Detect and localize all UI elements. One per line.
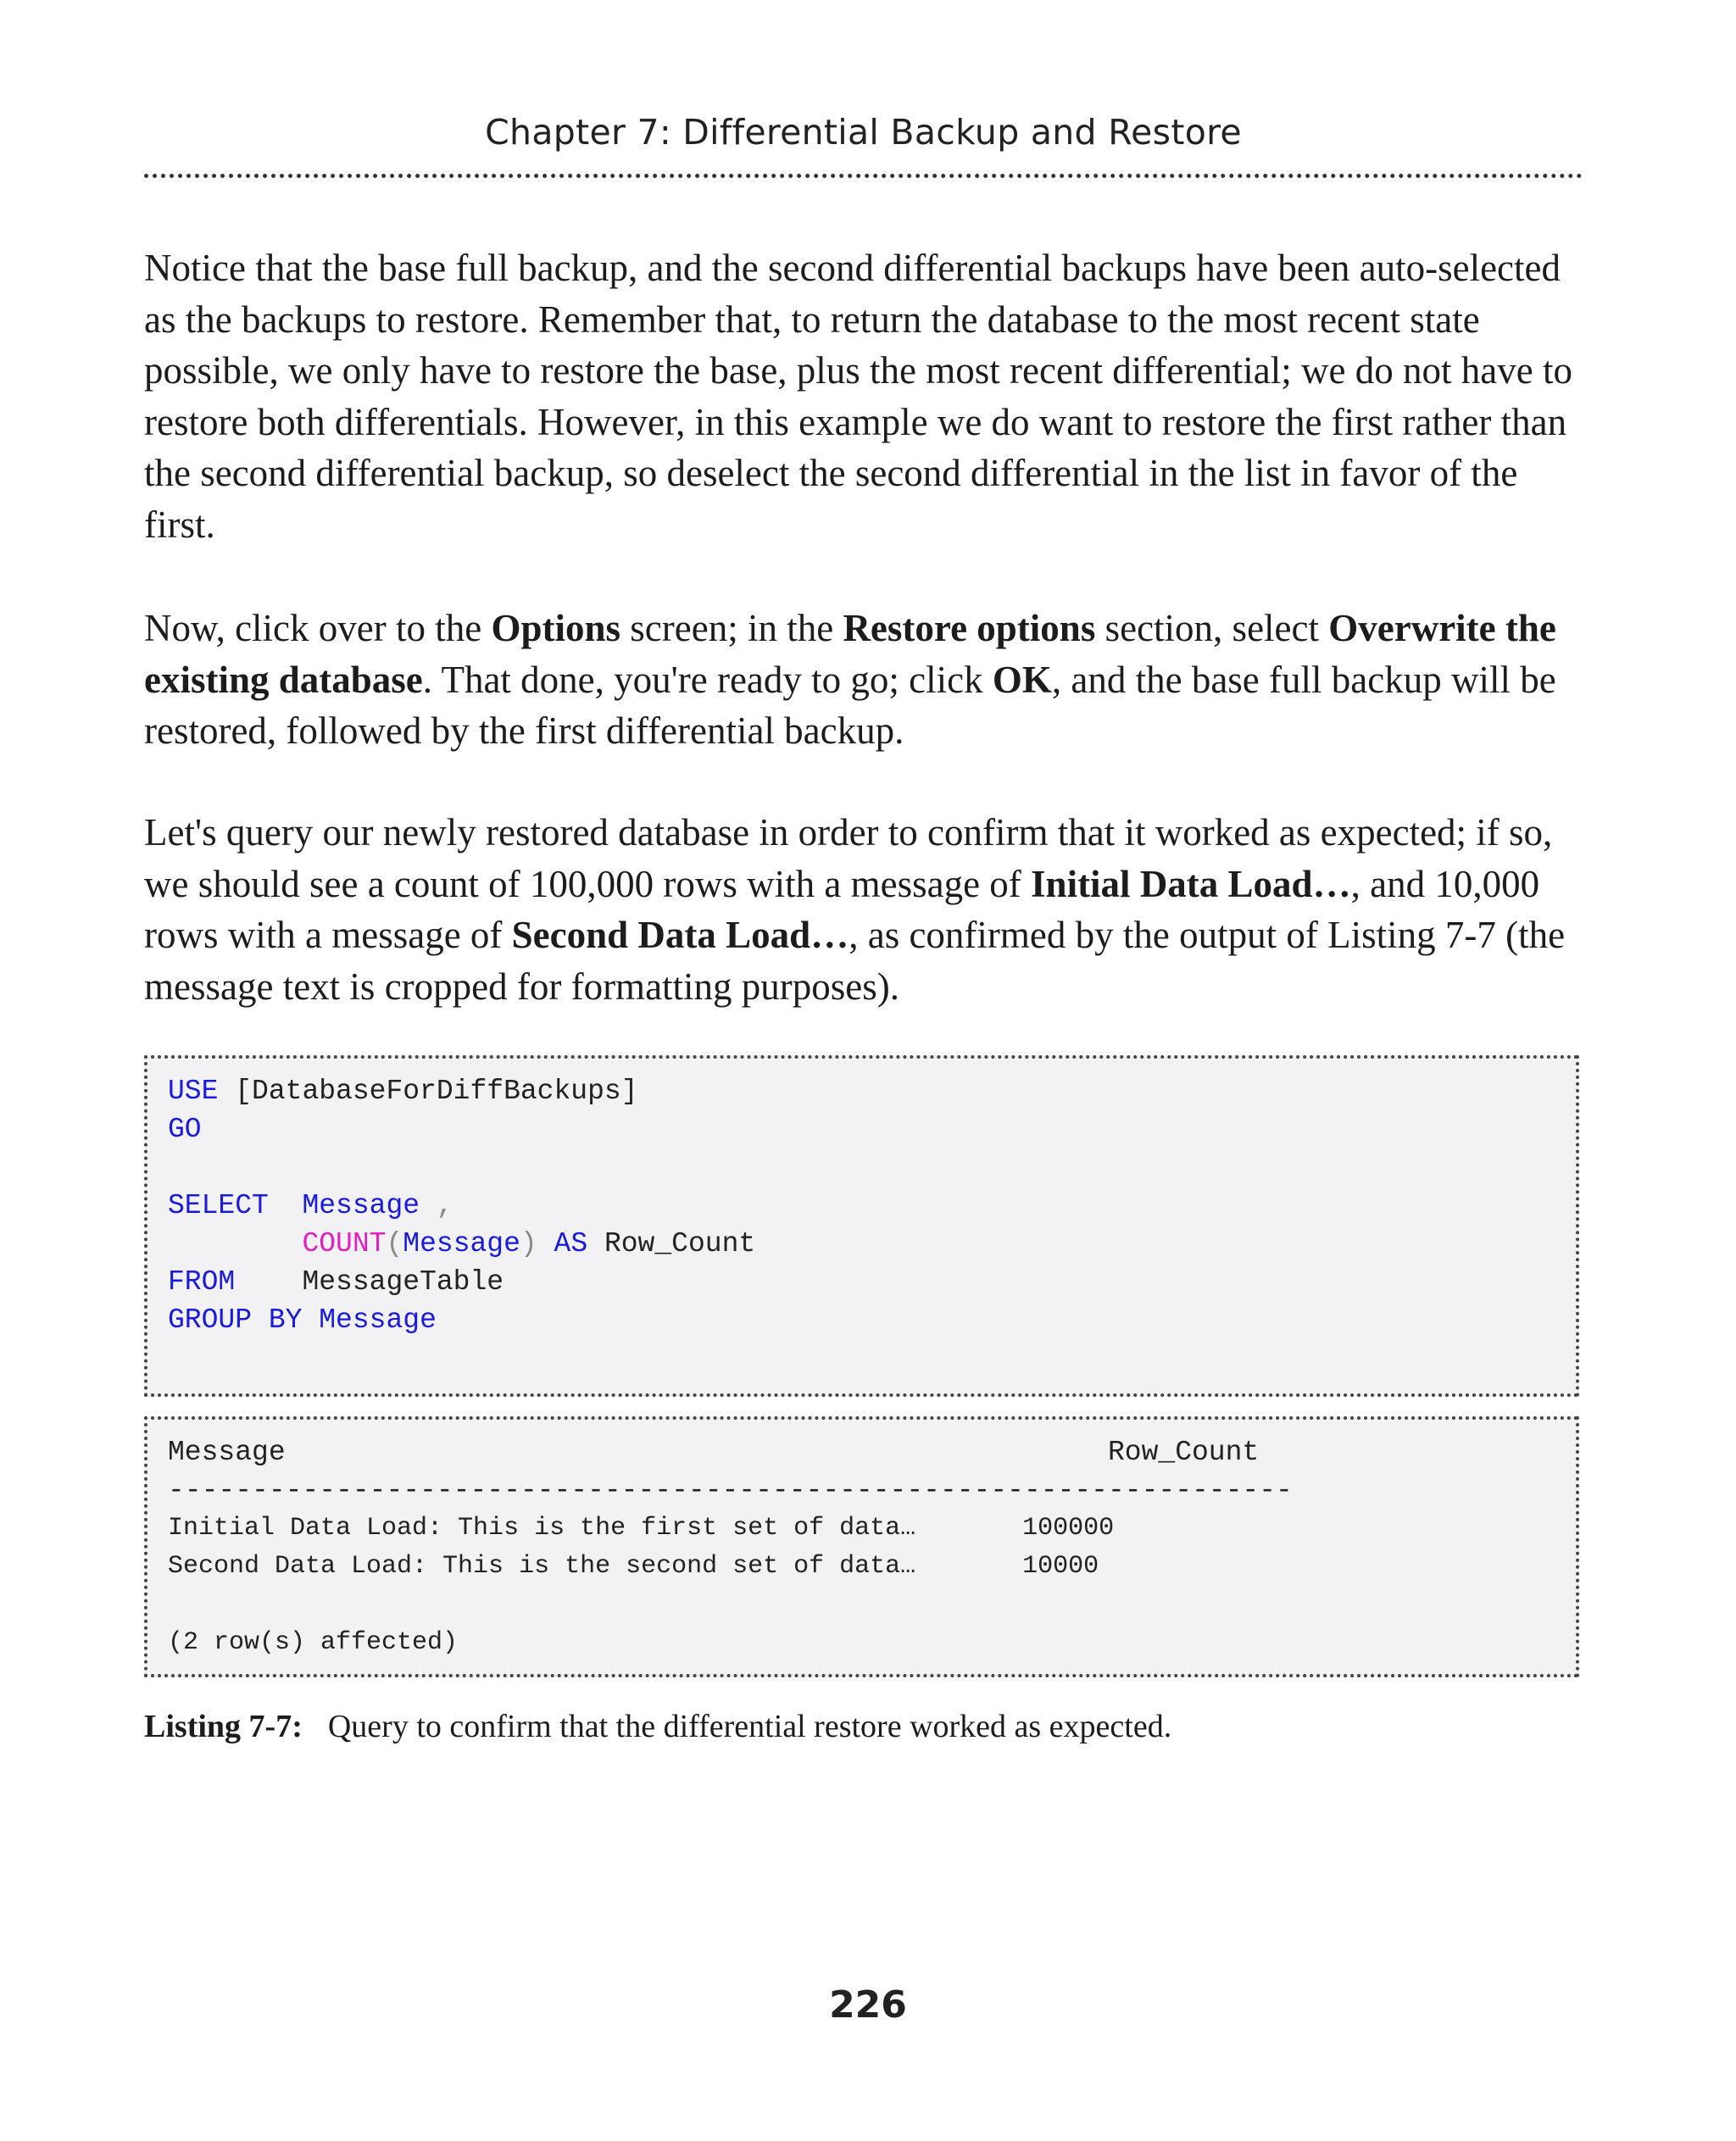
code-table-name: MessageTable: [302, 1266, 504, 1298]
p3-bold-initial-load: Initial Data Load…: [1031, 862, 1351, 905]
code-keyword-from: FROM: [168, 1266, 236, 1298]
caption-label: Listing 7-7:: [144, 1709, 303, 1744]
p2-text-5: , and the base full backup will be restored, followed by the first differential backup.: [144, 658, 1556, 752]
p3-text-1: Let's query our newly restored database in order to confirm that it worked as expected; if so, we should see a count of 100,000 rows with a message of: [144, 811, 1553, 905]
code-line-select: [168, 1187, 453, 1225]
code-open-paren: (: [386, 1228, 403, 1260]
p3-text-2: , and 10,000 rows with a message of: [144, 862, 1540, 956]
code-count-argument: Message: [403, 1228, 520, 1260]
p2-text-4: . That done, you're ready to go; click: [422, 658, 993, 701]
chapter-header: Chapter 7: Differential Backup and Restore: [485, 112, 1242, 153]
p2-bold-restore-options: Restore options: [843, 607, 1096, 649]
code-keyword-group-by: GROUP BY: [168, 1304, 303, 1336]
p2-text-2: screen; in the: [620, 607, 843, 649]
code-keyword-go: GO: [168, 1114, 202, 1145]
code-close-paren: ): [520, 1228, 537, 1260]
query-results: [144, 1416, 1579, 1677]
code-listing: [144, 1055, 1579, 1397]
caption-text: Query to confirm that the differential restore worked as expected.: [327, 1709, 1172, 1744]
code-group-column: Message: [319, 1304, 437, 1336]
p3-text-3: , as confirmed by the output of Listing 7-7 (the message text is cropped for formatting purposes).: [144, 914, 1566, 1008]
p2-bold-overwrite: Overwrite the existing database: [144, 607, 1556, 701]
code-keyword-select: SELECT: [168, 1190, 269, 1221]
results-row: Second Data Load: This is the second set of data… 10000: [168, 1552, 1099, 1581]
results-footer: (2 row(s) affected): [168, 1628, 459, 1657]
listing-caption: [144, 1708, 1585, 1745]
code-function-count: COUNT: [302, 1228, 387, 1260]
paragraph-3: [144, 807, 1585, 1012]
code-comma: ,: [420, 1190, 453, 1221]
code-line-group-by: [168, 1301, 437, 1339]
code-line-count: [168, 1225, 755, 1263]
code-line-from: [168, 1263, 504, 1301]
page-number: 226: [829, 1983, 907, 2027]
paragraph-2: [144, 603, 1585, 757]
results-row: Initial Data Load: This is the first set of data… 100000: [168, 1514, 1115, 1543]
results-header: Message Row_Count: [168, 1437, 1260, 1468]
paragraph-1: Notice that the base full backup, and the second differential backups have been auto-selected as the backups to restore. Remember that, to return the database to the most recent state possible, we only have to restore the base, plus the most recent differential; we do not have to restore both differentials. However, in this example we do want to restore the first rather than the second differential backup, so deselect the second differential in the list in favor of the first.: [144, 247, 1572, 546]
code-keyword-use: USE: [168, 1076, 219, 1107]
code-database-name: [DatabaseForDiffBackups]: [218, 1076, 638, 1107]
code-column-message: Message: [302, 1190, 420, 1221]
p2-text-1: Now, click over to the: [144, 607, 492, 649]
code-line-use: [168, 1072, 638, 1110]
code-alias: Row_Count: [587, 1228, 756, 1260]
results-separator: -------------------------------------------------------------------: [168, 1475, 1293, 1506]
header-divider: [144, 174, 1583, 178]
p2-text-3: section, select: [1095, 607, 1329, 649]
code-keyword-as: AS: [554, 1228, 588, 1260]
p2-bold-ok: OK: [992, 658, 1052, 701]
code-line-go: [168, 1110, 202, 1148]
p2-bold-options: Options: [491, 607, 621, 649]
p3-bold-second-load: Second Data Load…: [511, 914, 849, 956]
